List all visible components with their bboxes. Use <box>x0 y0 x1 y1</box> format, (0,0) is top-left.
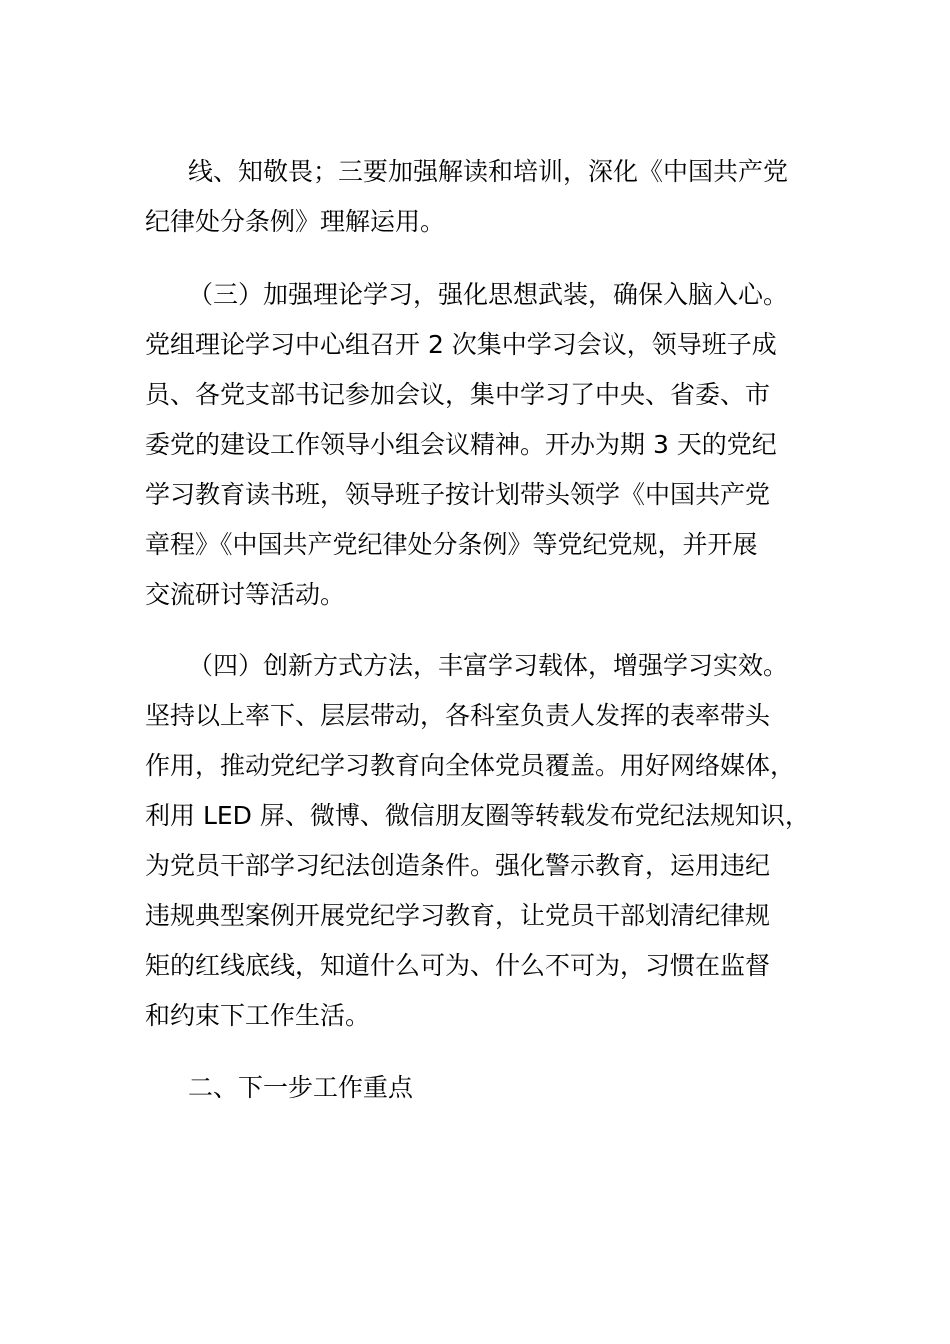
paragraph-line: 和约束下工作生活。 <box>145 1001 371 1030</box>
paragraph-line: 矩的红线底线，知道什么可为、什么不可为，习惯在监督 <box>145 951 771 980</box>
paragraph-line: 坚持以上率下、层层带动，各科室负责人发挥的表率带头 <box>145 701 771 730</box>
paragraph-line: 线、知敬畏；三要加强解读和培训，深化《中国共产党 <box>188 157 789 186</box>
paragraph-line: 利用 LED 屏、微博、微信朋友圈等转载发布党纪法规知识， <box>145 801 810 830</box>
paragraph-line: 为党员干部学习纪法创造条件。强化警示教育，运用违纪 <box>145 851 771 880</box>
paragraph-line: 学习教育读书班，领导班子按计划带头领学《中国共产党 <box>145 480 771 509</box>
section-heading-line: （三）加强理论学习，强化思想武装，确保入脑入心。 <box>188 280 789 309</box>
paragraph-line: 纪律处分条例》理解运用。 <box>145 207 446 236</box>
chapter-heading: 二、下一步工作重点 <box>188 1073 414 1102</box>
paragraph-line: 章程》《中国共产党纪律处分条例》等党纪党规，并开展 <box>145 530 758 559</box>
paragraph-line: 员、各党支部书记参加会议，集中学习了中央、省委、市 <box>145 380 771 409</box>
paragraph-line: 作用，推动党纪学习教育向全体党员覆盖。用好网络媒体， <box>145 751 796 780</box>
paragraph-line: 委党的建设工作领导小组会议精神。开办为期 3 天的党纪 <box>145 430 777 459</box>
paragraph-line: 党组理论学习中心组召开 2 次集中学习会议，领导班子成 <box>145 330 777 359</box>
paragraph-line: 交流研讨等活动。 <box>145 580 346 609</box>
paragraph-line: 违规典型案例开展党纪学习教育，让党员干部划清纪律规 <box>145 901 771 930</box>
section-heading-line: （四）创新方式方法，丰富学习载体，增强学习实效。 <box>188 651 789 680</box>
